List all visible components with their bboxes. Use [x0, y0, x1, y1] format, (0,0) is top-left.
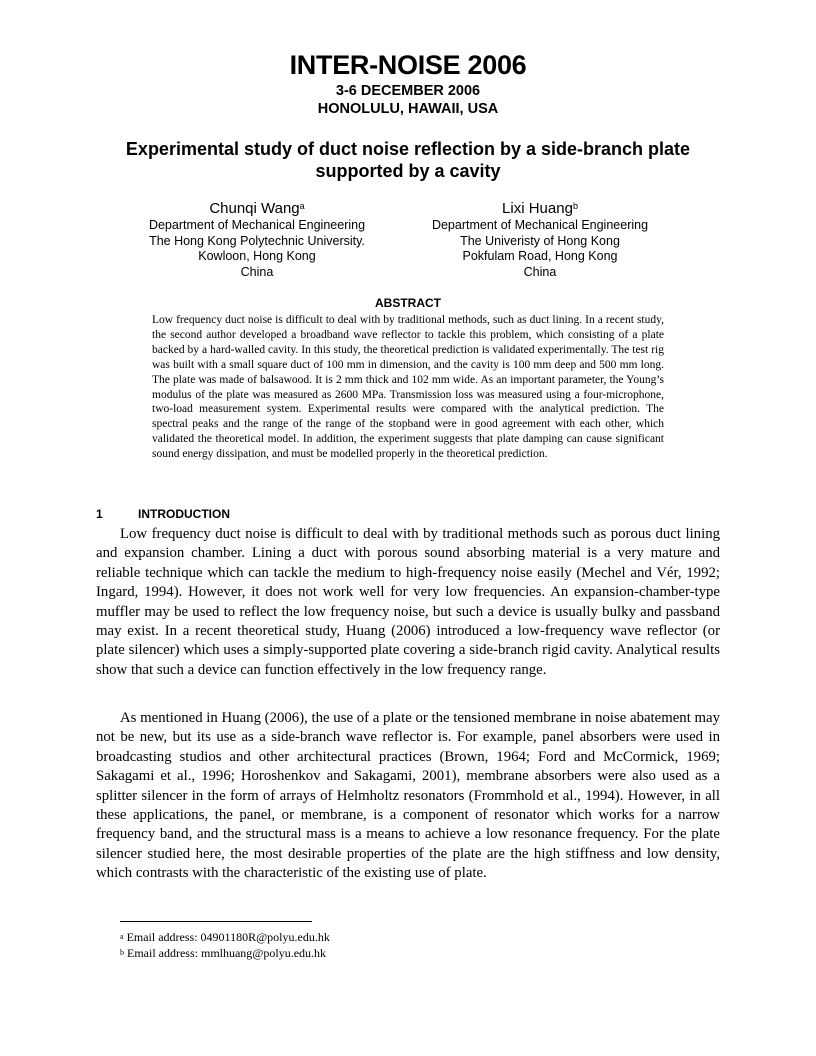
abstract-heading: ABSTRACT — [375, 296, 441, 310]
author-institution: The Hong Kong Polytechnic University. — [149, 233, 365, 248]
author-department: Department of Mechanical Engineering — [431, 218, 649, 232]
intro-paragraph-2: As mentioned in Huang (2006), the use of a plate or the tensioned membrane in noise abatement may not be new, but its use as a side-branch wave reflector is. For example, panel absorbers were used in broadcasting studios and other architectural practices (Brown, 1964; Ford and McCormick, 1969; Sakagami et al., 1996; Horoshenkov and Sakagami, 2001), membrane absorbers were also used as a splitter silencer in the form of arrays of Helmholtz resonators (Frommhold et al., 1994). However, in all these applications, the panel, or membrane, is a component of resonator which works for a narrow frequency band, and the structural mass is a means to achieve a low resonance frequency. For the plate silencer studied here, the most desirable properties of the plate are the high stiffness and low density, which contrasts with the characteristic of the existing use of plate. — [96, 710, 720, 882]
footnote-mark: a — [120, 932, 124, 941]
author-block-huang — [408, 199, 672, 280]
conference-date: 3-6 DECEMBER 2006 — [335, 83, 481, 99]
footnote-text: Email address: mmlhuang@polyu.edu.hk — [127, 946, 327, 960]
footnote-mark: b — [120, 948, 124, 957]
author-city: Kowloon, Hong Kong — [198, 249, 316, 263]
paper-title: Experimental study of duct noise reflection by a side-branch plate supported by a cavity — [125, 139, 691, 181]
intro-paragraph-1: Low frequency duct noise is difficult to deal with by traditional methods such as porous duct lining and expansion chamber. Lining a duct with porous sound absorbing material is a very mature and reliable technique which can tackle the medium to high-frequency noise easily (Mechel and Vér, 1992; Ingard, 1994). However, it does not work well for very low frequencies. An expansion-chamber-type muffler may be used to reflect the low frequency noise, but such a device is usually bulky and passband may exist. In a recent theoretical study, Huang (2006) introduced a low-frequency wave reflector (or plate silencer) which uses a simply-supported plate covering a side-branch rigid cavity. Analytical results show that such a device can function effectively in the low frequency range. — [96, 526, 720, 678]
section-title: INTRODUCTION — [138, 507, 230, 521]
author-department: Department of Mechanical Engineering — [148, 218, 366, 232]
affiliation-mark: b — [572, 201, 578, 211]
conference-title: INTER-NOISE 2006 — [289, 50, 527, 80]
author-name: Chunqi Wang$^a$ — [209, 200, 305, 217]
footnote-divider — [120, 921, 312, 922]
abstract-text: Low frequency duct noise is difficult to deal with by traditional methods, such as duct lining. In a recent study, the second author developed a broadband wave reflector to tackle this problem, which consisting of a plate backed by a hard-walled cavity. In this study, the theoretical prediction is validated experimentally. The test rig was built with a small square duct of 100 mm in dimension, and the cavity is 100 mm deep and 500 mm long. The plate was made of balsawood. It is 2 mm thick and 102 mm wide. As an important parameter, the Young’s modulus of the plate was measured as 2600 MPa. Transmission loss was measured using a four-microphone, two-load measurement system. Experimental results were compared with the analytical prediction. The spectral peaks and the range of the range of the stopband were in good agreement with each other, which validated the theoretical model. In addition, the experiment suggests that plate damping can cause significant sound energy dissipation, and must be modelled properly in the theoretical prediction. — [152, 314, 664, 461]
section-heading — [96, 507, 230, 522]
affiliation-mark: a — [299, 201, 305, 211]
footnote-text: Email address: 04901180R@polyu.edu.hk — [126, 930, 330, 944]
author-city: Pokfulam Road, Hong Kong — [462, 249, 618, 263]
author-country: China — [523, 264, 557, 279]
author-institution: The Univeristy of Hong Kong — [460, 233, 620, 248]
author-name: Lixi Huang$^b$ — [502, 200, 578, 217]
section-number: 1 — [96, 507, 103, 521]
author-block-wang — [125, 199, 389, 280]
footnote-email-a — [120, 930, 330, 945]
conference-location: HONOLULU, HAWAII, USA — [317, 101, 499, 117]
author-country: China — [240, 264, 274, 279]
footnote-email-b — [120, 946, 326, 961]
